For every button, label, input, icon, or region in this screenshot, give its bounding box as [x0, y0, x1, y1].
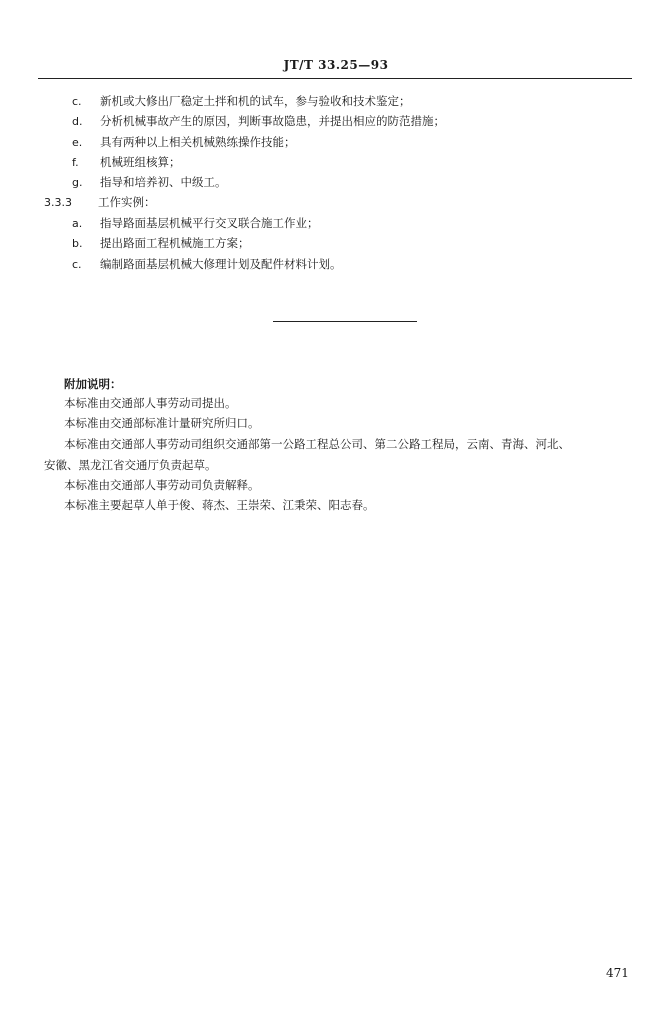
list-item — [72, 114, 445, 129]
note-paragraph: 本标准主要起草人单于俊、蒋杰、王崇荣、江秉荣、阳志春。 — [64, 498, 375, 512]
note-paragraph: 本标准由交通部标准计量研究所归口。 — [64, 416, 260, 430]
section-heading — [44, 195, 156, 210]
note-paragraph: 本标准由交通部人事劳动司提出。 — [64, 396, 237, 410]
list-item-label: g. — [72, 176, 83, 189]
list-item — [72, 155, 181, 170]
list-item — [72, 135, 296, 150]
list-item-label: f. — [72, 156, 79, 169]
section-list-item — [72, 236, 250, 251]
list-item-label: b. — [72, 237, 83, 250]
header-rule — [38, 78, 632, 79]
section-number: 3.3.3 — [44, 196, 72, 209]
list-item-text: 指导路面基层机械平行交叉联合施工作业； — [100, 216, 319, 230]
note-paragraph-continued: 安徽、黑龙江省交通厅负责起草。 — [44, 458, 217, 472]
list-item-text: 具有两种以上相关机械熟练操作技能； — [100, 135, 296, 149]
standard-code-header: JT/T 33.25—93 — [283, 58, 389, 72]
note-paragraph: 本标准由交通部人事劳动司负责解释。 — [64, 478, 260, 492]
list-item-text: 指导和培养初、中级工。 — [100, 175, 227, 189]
list-item-label: d. — [72, 115, 83, 128]
section-list-item — [72, 257, 342, 272]
list-item-text: 提出路面工程机械施工方案； — [100, 236, 250, 250]
page-number: 471 — [606, 966, 629, 980]
section-title: 工作实例： — [98, 195, 156, 209]
notes-title: 附加说明： — [64, 377, 122, 391]
list-item-label: e. — [72, 136, 83, 149]
list-item — [72, 175, 227, 190]
list-item-text: 新机或大修出厂稳定土拌和机的试车，参与验收和技术鉴定； — [100, 94, 411, 108]
list-item-text: 分析机械事故产生的原因，判断事故隐患，并提出相应的防范措施； — [100, 114, 445, 128]
list-item-label: c. — [72, 258, 82, 271]
list-item-text: 机械班组核算； — [100, 155, 181, 169]
list-item-label: a. — [72, 217, 83, 230]
note-paragraph: 本标准由交通部人事劳动司组织交通部第一公路工程总公司、第二公路工程局，云南、青海、河北、 — [64, 437, 570, 451]
list-item-text: 编制路面基层机械大修理计划及配件材料计划。 — [100, 257, 342, 271]
list-item — [72, 94, 411, 109]
section-divider — [273, 321, 417, 322]
list-item-label: c. — [72, 95, 82, 108]
section-list-item — [72, 216, 319, 231]
